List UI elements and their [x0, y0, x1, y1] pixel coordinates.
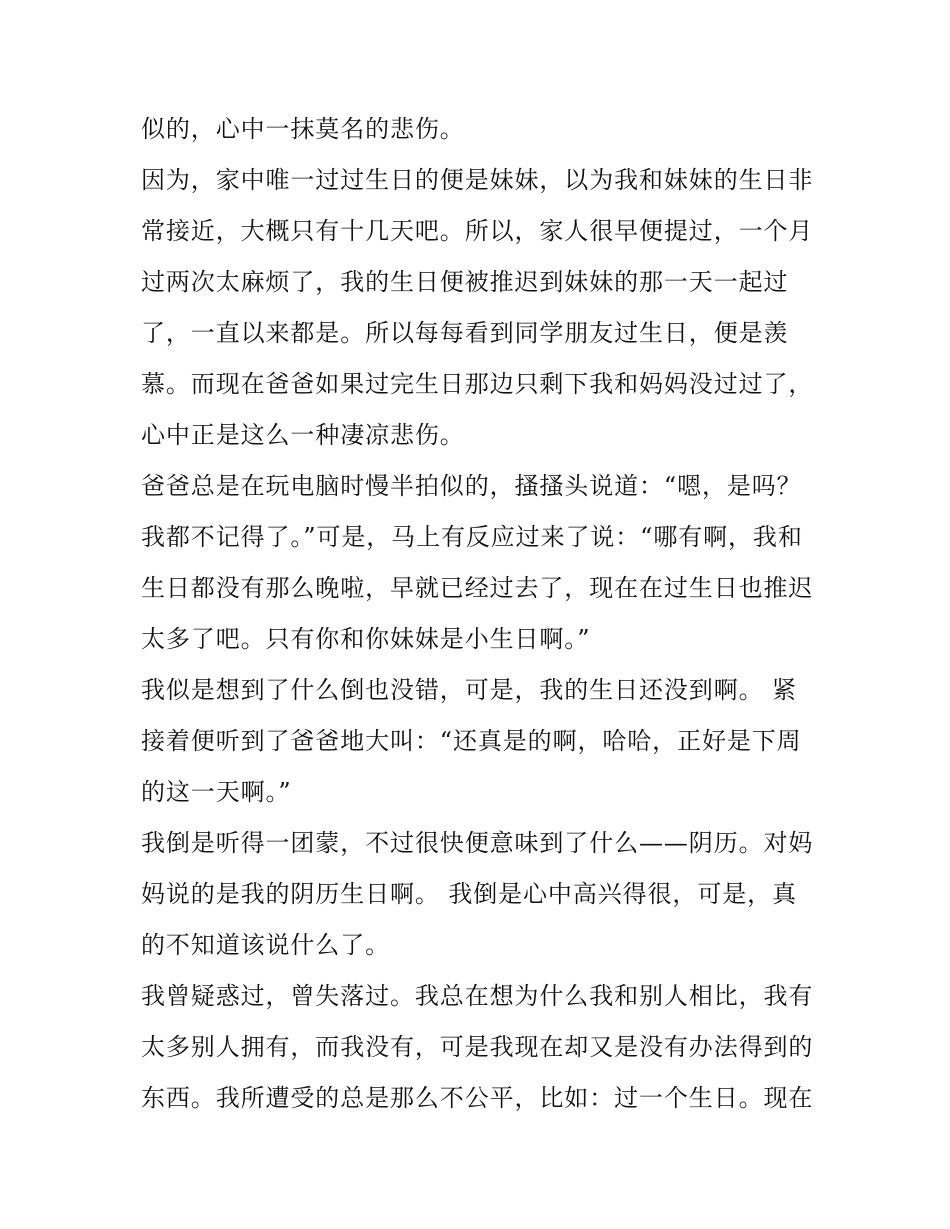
text-line: 心中正是这么一种凄凉悲伤。: [141, 421, 465, 449]
text-line: 过两次太麻烦了，我的生日便被推迟到妹妹的那一天一起过: [141, 268, 789, 296]
text-line: 慕。而现在爸爸如果过完生日那边只剩下我和妈妈没过过了，: [141, 370, 814, 398]
text-line: 我似是想到了什么倒也没错，可是，我的生日还没到啊。 紧: [141, 676, 797, 704]
text-line: 似的，心中一抹莫名的悲伤。: [141, 115, 465, 143]
text-line: 我曾疑惑过，曾失落过。我总在想为什么我和别人相比，我有: [141, 982, 814, 1010]
text-line: 妈说的是我的阴历生日啊。 我倒是心中高兴得很，可是，真: [141, 880, 797, 908]
text-line: 了，一直以来都是。所以每每看到同学朋友过生日，便是羡: [141, 319, 789, 347]
text-line: 爸爸总是在玩电脑时慢半拍似的，搔搔头说道：“嗯，是吗？: [141, 472, 802, 500]
text-line: 东西。我所遭受的总是那么不公平，比如：过一个生日。现在: [141, 1084, 814, 1112]
text-line: 太多别人拥有，而我没有，可是我现在却又是没有办法得到的: [141, 1033, 814, 1061]
text-line: 常接近，大概只有十几天吧。所以，家人很早便提过，一个月: [141, 217, 814, 245]
text-line: 生日都没有那么晚啦，早就已经过去了，现在在过生日也推迟: [141, 574, 814, 602]
text-line: 太多了吧。只有你和你妹妹是小生日啊。”: [141, 625, 591, 653]
text-line: 的不知道该说什么了。: [141, 931, 390, 959]
body-text: [141, 104, 821, 1124]
text-line: 接着便听到了爸爸地大叫：“还真是的啊，哈哈，正好是下周: [141, 727, 802, 755]
text-line: 我都不记得了。”可是，马上有反应过来了说：“哪有啊，我和: [141, 523, 803, 551]
text-line: 我倒是听得一团蒙，不过很快便意味到了什么——阴历。对妈: [141, 829, 814, 857]
text-line: 因为，家中唯一过过生日的便是妹妹，以为我和妹妹的生日非: [141, 166, 814, 194]
text-line: 的这一天啊。”: [141, 778, 292, 806]
